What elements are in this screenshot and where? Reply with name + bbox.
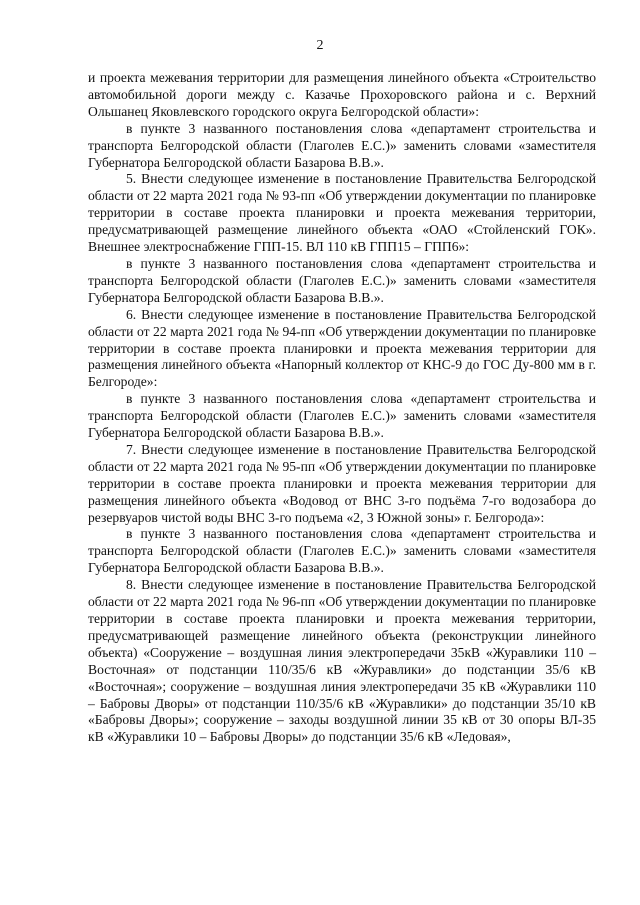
document-body <box>88 70 596 746</box>
paragraph: в пункте 3 названного постановления слова «департамент строительства и транспорта Белгородской области (Глаголев Е.С.)» заменить словами «заместителя Губернатора Белгородской области Базарова В.В.». <box>88 120 596 170</box>
paragraph-item-6: 6. Внести следующее изменение в постановление Правительства Белгородской области от 22 марта 2021 года № 94-пп «Об утверждении документации по планировке территории в составе проекта планировки и проекта межевания территории для размещения линейного объекта «Напорный коллектор от КНС-9 до ГОС Ду-800 мм в г. Белгороде»: <box>88 306 596 390</box>
paragraph: в пункте 3 названного постановления слова «департамент строительства и транспорта Белгородской области (Глаголев Е.С.)» заменить словами «заместителя Губернатора Белгородской области Базарова В.В.». <box>88 255 596 305</box>
paragraph: в пункте 3 названного постановления слова «департамент строительства и транспорта Белгородской области (Глаголев Е.С.)» заменить словами «заместителя Губернатора Белгородской области Базарова В.В.». <box>88 526 596 576</box>
paragraph-item-5: 5. Внести следующее изменение в постановление Правительства Белгородской области от 22 марта 2021 года № 93-пп «Об утверждении документации по планировке территории в составе проекта планировки и проекта межевания территории, предусматривающей размещение линейного объекта «ОАО «Стойленский ГОК». Внешнее электроснабжение ГПП-15. ВЛ 110 кВ ГПП15 – ГПП6»: <box>88 171 596 255</box>
paragraph: в пункте 3 названного постановления слова «департамент строительства и транспорта Белгородской области (Глаголев Е.С.)» заменить словами «заместителя Губернатора Белгородской области Базарова В.В.». <box>88 391 596 441</box>
page-number: 2 <box>316 38 324 53</box>
paragraph-item-7: 7. Внести следующее изменение в постановление Правительства Белгородской области от 22 марта 2021 года № 95-пп «Об утверждении документации по планировке территории в составе проекта планировки и проекта межевания территории для размещения линейного объекта «Водовод от ВНС 3-го подъёма 7-го водозабора до резервуаров чистой воды ВНС 3-го подъема «2, 3 Южной зоны» г. Белгорода»: <box>88 441 596 525</box>
paragraph-item-8: 8. Внести следующее изменение в постановление Правительства Белгородской области от 22 марта 2021 года № 96-пп «Об утверждении документации по планировке территории в составе проекта планировки и проекта межевания территории, предусматривающей размещение линейного объекта (реконструкции линейного объекта) «Сооружение – воздушная линия электропередачи 35кВ «Журавлики 110 – Восточная» от подстанции 110/35/6 кВ «Журавлики» до подстанции 35/6 кВ «Восточная»; сооружение – воздушная линия электропередачи 35 кВ «Журавлики 110 – Бабровы Дворы» от подстанции 110/35/6 кВ «Журавлики» до подстанции 35/10 кВ «Бабровы Дворы»; сооружение – заходы воздушной линии 35 кВ от 30 опоры ВЛ-35 кВ «Журавлики 10 – Бабровы Дворы» до подстанции 35/6 кВ «Ледовая», <box>88 577 596 745</box>
paragraph-continuation: и проекта межевания территории для размещения линейного объекта «Строительство автомобильной дороги между с. Казачье Прохоровского района и с. Верхний Ольшанец Яковлевского городского округа Белгородской области»: <box>88 70 596 119</box>
